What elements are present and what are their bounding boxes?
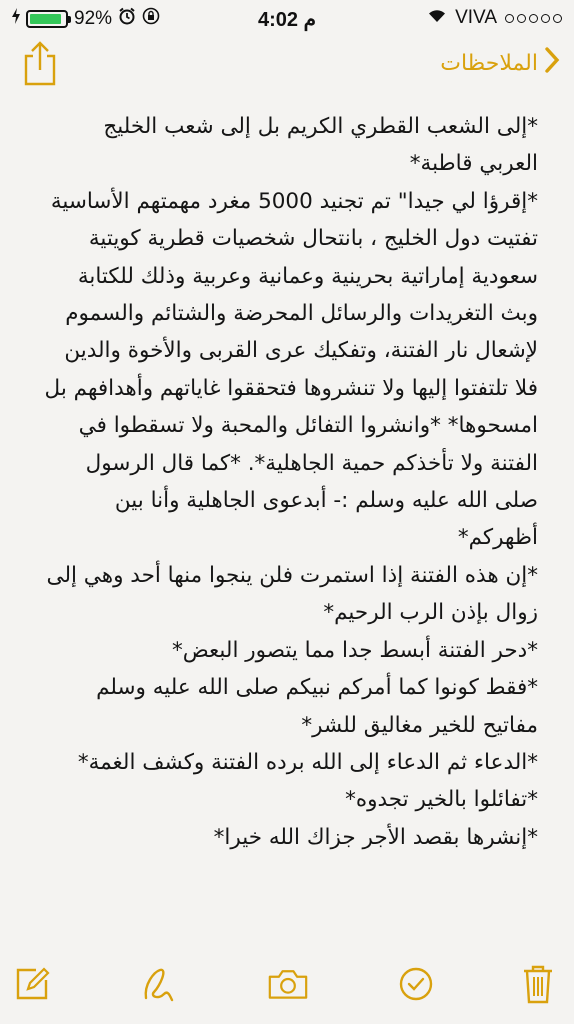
delete-button[interactable] xyxy=(518,962,558,1006)
note-paragraph: *الدعاء ثم الدعاء إلى الله برده الفتنة وكشف الغمة* xyxy=(77,749,538,775)
camera-icon xyxy=(268,966,308,1002)
wifi-icon xyxy=(427,7,447,29)
checklist-icon xyxy=(398,966,434,1002)
status-time: 4:02 م xyxy=(258,9,316,31)
note-paragraph: *فقط كونوا كما أمركم نبيكم صلى الله عليه وسلم مفاتيح للخير مغاليق للشر* xyxy=(96,675,538,738)
note-paragraph: *إلى الشعب القطري الكريم بل إلى شعب الخليج العربي قاطبة* xyxy=(103,114,538,177)
battery-percent: 92% xyxy=(74,8,113,29)
sketch-button[interactable] xyxy=(138,962,178,1006)
compose-icon xyxy=(14,966,50,1002)
back-button[interactable] xyxy=(440,46,560,80)
status-bar xyxy=(0,0,574,40)
sketch-icon xyxy=(140,964,176,1004)
note-paragraph: *دحر الفتنة أبسط جدا مما يتصور البعض* xyxy=(171,637,538,663)
status-right xyxy=(427,7,562,29)
checklist-button[interactable] xyxy=(396,962,436,1006)
back-label: الملاحظات xyxy=(440,50,538,76)
share-button[interactable] xyxy=(22,40,58,86)
signal-strength-icon xyxy=(505,14,562,23)
nav-bar xyxy=(0,38,574,94)
note-body[interactable] xyxy=(38,108,538,856)
share-icon xyxy=(22,40,58,86)
camera-button[interactable] xyxy=(268,962,308,1006)
compose-button[interactable] xyxy=(12,962,52,1006)
note-paragraph: *إقرؤا لي جيدا" تم تجنيد 5000 مغرد مهمتهم الأساسية تفتيت دول الخليج ، بانتحال شخصيات قطرية كويتية سعودية إماراتية بحرينية وعمانية وعربية وذلك للكتابة وبث التغريدات والرسائل المحرضة والشتائم والسموم لإشعال نار الفتنة، وتفكيك عرى القربى والأخوة والدين فلا تلتفتوا إليها ولا تنشروها فتحققوا غاياتهم وأهدافهم بل امسحوها* *وانشروا التفائل والمحبة ولا تسقطوا في الفتنة ولا تأخذكم حمية الجاهلية*. *كما قال الرسول صلى الله عليه وسلم :- أبدعوى الجاهلية وأنا بين أظهركم* xyxy=(44,188,538,551)
bottom-toolbar xyxy=(0,954,574,1024)
chevron-back-icon xyxy=(544,46,560,80)
trash-icon xyxy=(522,964,554,1004)
carrier-name: VIVA xyxy=(455,7,497,28)
note-paragraph: *تفائلوا بالخير تجدوه* xyxy=(345,787,538,813)
note-paragraph: *إنشرها بقصد الأجر جزاك الله خيرا* xyxy=(213,824,538,850)
note-paragraph: *إن هذه الفتنة إذا استمرت فلن ينجوا منها أحد وهي إلى زوال بإذن الرب الرحيم* xyxy=(46,562,538,626)
